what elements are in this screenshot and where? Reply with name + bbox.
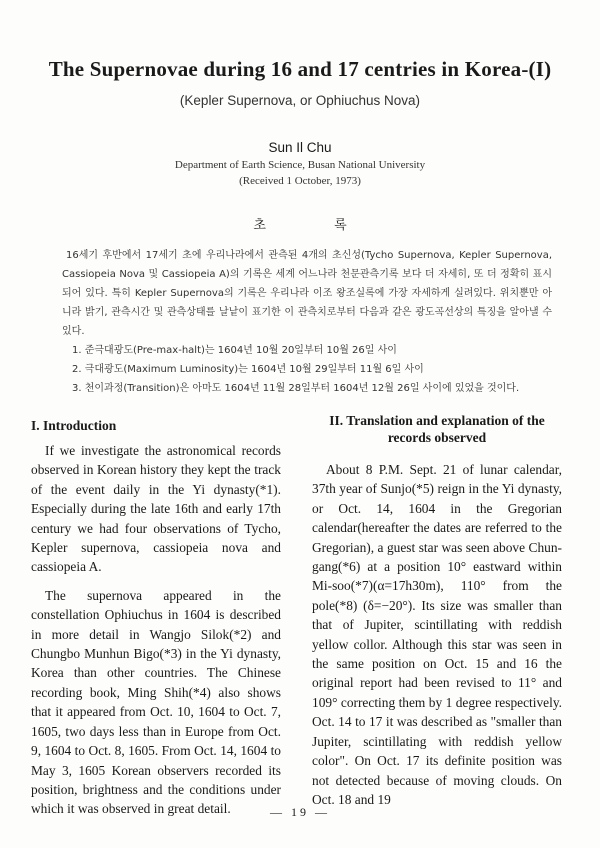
author-affiliation: Department of Earth Science, Busan National University (174, 159, 426, 171)
page-number: — 19 — (270, 805, 330, 819)
author-name: Sun Il Chu (268, 140, 332, 155)
body-paragraph: If we investigate the astronomical records observed in Korean history they kept the track of the event daily in the Yi dynasty(*1). Especially during the late 16th and early 17th century we had four observations of Tycho, Kepler supernova, cassiopeia nova and cassiopeia A. (31, 443, 281, 575)
paper-subtitle: (Kepler Supernova, or Ophiuchus Nova) (179, 93, 421, 108)
introduction-body (31, 441, 281, 819)
section-heading-introduction: I. Introduction (31, 418, 117, 433)
section-heading-translation: II. Translation and explanation of the records observed (329, 413, 545, 445)
abstract-item: 3. 천이과정(Transition)은 아마도 1604년 11월 28일부터 1604년 12월 26일 사이에 있었을 것이다. (72, 383, 520, 394)
translation-body (312, 460, 562, 809)
body-paragraph: About 8 P.M. Sept. 21 of lunar calendar, 37th year of Sunjo(*5) reign in the Yi dynasty, or Oct. 14, 1604 in the Gregorian calendar(hereafter the dates are referred to the Gregorian), a guest star was seen above Chun-gang(*6) at a position 10° eastward within Mi-soo(*7)(α=17h30m), 110° from the pole(*8) (δ=−20°). Its size was smaller than that of Jupiter, scintillating with reddish yellow collor. Although this star was seen in the same position on Oct. 15 and 16 the original report had been revised to 11° and 109° correcting them by 1 degree respectively. Oct. 14 to 17 it was described as "smaller than Jupiter, scintillating with reddish yellow color". On Oct. 17 its definite position was not detected because of moving clouds. On Oct. 18 and 19 (312, 462, 562, 807)
abstract-item: 2. 극대광도(Maximum Luminosity)는 1604년 10월 29일부터 11월 6일 사이 (72, 364, 424, 375)
paper-title: The Supernovae during 16 and 17 centries in Korea-(I) (48, 57, 552, 81)
abstract-block (62, 246, 552, 398)
body-paragraph: The supernova appeared in the constellation Ophiuchus in 1604 is described in more detail in Wangjo Silok(*2) and Chungbo Munhun Bigo(*3) in the Yi dynasty, Korea than other countries. The Chinese recording book, Ming Shih(*4) also shows that it appeared from Oct. 10, 1604 to Oct. 7, 1605, two days less than in Europe from Oct. 9, 1604 to Oct. 8, 1605. From Oct. 14, 1604 to May 3, 1605 Korean observers recorded its position, brightness and the conditions under which it was observed in great detail. (31, 587, 281, 817)
abstract-paragraph: 16세기 후반에서 17세기 초에 우리나라에서 관측된 4개의 초신성(Tycho Supernova, Kepler Supernova, Cassiopeia Nova 및 Cassiopeia A)의 기록은 세계 어느나라 천문관측기록 보다 더 자세히, 또 더 정확히 표시되어 있다. 특히 Kepler Supernova의 기록은 우리나라 이조 왕조실록에 가장 자세하게 실려있다. 위치뿐만 아니라 밝기, 관측시간 및 관측상태를 날낱이 표기한 이 관측치로부터 다음과 같은 광도곡선상의 특징을 알아낼 수 있다. (62, 250, 552, 337)
abstract-item: 1. 준극대광도(Pre-max-halt)는 1604년 10월 20일부터 10월 26일 사이 (72, 345, 397, 356)
abstract-heading: 초 록 (253, 218, 379, 233)
received-date: (Received 1 October, 1973) (239, 175, 361, 187)
